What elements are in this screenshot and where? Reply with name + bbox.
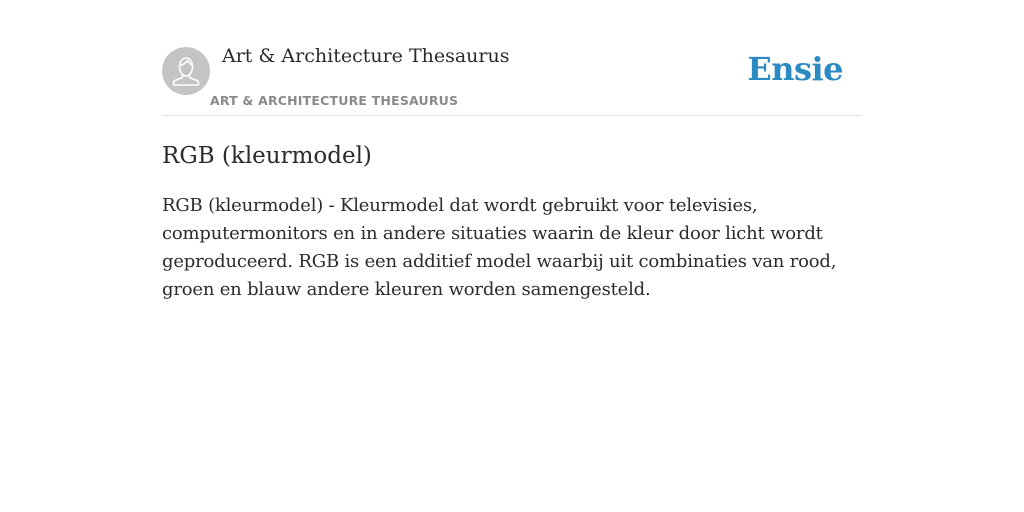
source-subtitle[interactable]: ART & ARCHITECTURE THESAURUS — [210, 93, 459, 108]
ensie-logo[interactable]: Ensie — [747, 50, 843, 88]
entry-definition: RGB (kleurmodel) - Kleurmodel dat wordt gebruikt voor televisies, computermonitors en in andere situaties waarin de kleur door licht wordt geproduceerd. RGB is een additief model waarbij uit combinaties van rood, groen en blauw andere kleuren worden samengesteld. — [162, 195, 837, 300]
entry-title: RGB (kleurmodel) — [162, 143, 372, 169]
page-container — [162, 0, 862, 304]
source-title[interactable]: Art & Architecture Thesaurus — [222, 45, 510, 67]
user-icon — [162, 47, 210, 95]
entry-header — [162, 0, 862, 116]
avatar[interactable] — [162, 47, 210, 95]
